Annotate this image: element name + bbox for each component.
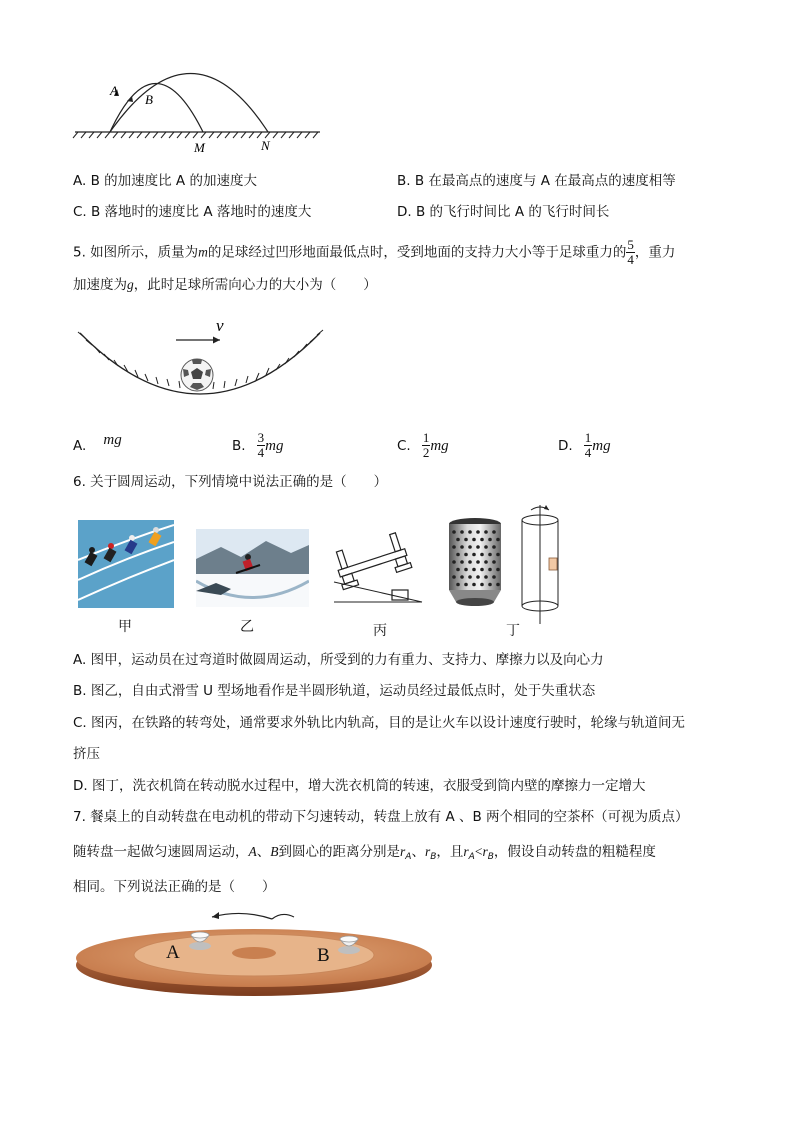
q4-option-d: D. B 的飞行时间比 A 的飞行时间长 [397,204,610,220]
turntable-label-a: A [166,942,180,963]
q5-stem-m: m [198,244,208,260]
q7-l2-pre: 随转盘一起做匀速圆周运动， [73,844,249,860]
q5-frac-den: 4 [627,252,634,267]
banked-railway-diagram [330,520,426,610]
drum-hole [488,538,492,542]
q6-option-b: B. 图乙，自由式滑雪 U 型场地看作是半圆形轨道，运动员经过最低点时，处于失重状态 [73,683,596,699]
q5-option-d [558,430,611,460]
projectile-figure [70,70,330,160]
q7-l2-mid1: 、 [256,844,271,860]
q5-stem-line1 [73,238,675,267]
drum-hole [464,553,468,557]
rotating-cylinder-diagram [515,502,565,627]
q5-stem-pre: 5. 如图所示，质量为 [73,244,199,261]
q5-opt-d-num: 1 [584,430,592,445]
q7-r2: r [424,844,431,859]
drum-hole [484,560,488,564]
drum-hole [472,568,476,572]
q5-opt-d-den: 4 [584,445,592,460]
drum-hole [496,538,500,542]
q7-line2 [73,842,656,867]
q5-option-a [73,430,122,460]
drum-hole [492,530,496,534]
q5-opt-c-den: 2 [422,445,430,460]
q7-r4: r [482,844,488,859]
q6-option-a: A. 图甲，运动员在过弯道时做圆周运动，所受到的力有重力、支持力、摩擦力以及向心力 [73,652,604,668]
caption-bing: 丙 [373,623,387,639]
q5-option-b [232,430,284,460]
q5-stem-line2 [73,275,377,295]
q7-r3: r [463,844,469,859]
drum-hole [456,568,460,572]
label-n: N [261,138,270,153]
drum-hole [496,568,500,572]
photo-freestyle-skiing [196,529,309,607]
turntable-label-b: B [317,945,330,966]
q7-sep: 、 [411,844,425,860]
q5-opt-a-value: mg [103,432,122,448]
drum-hole [496,583,500,587]
q7-l2-a: A [248,844,257,859]
drum-hole [452,560,456,564]
q7-r1: r [400,844,406,859]
drum-hole [452,530,456,534]
caption-ding: 丁 [506,623,520,639]
q5-opt-c-num: 1 [422,430,430,445]
football-icon [181,359,213,391]
q6-option-c-cont: 挤压 [73,746,100,762]
q5-opt-b-den: 4 [257,445,265,460]
drum-hole [480,583,484,587]
q4-option-b: B. B 在最高点的速度与 A 在最高点的速度相等 [397,173,676,189]
drum-hole [464,538,468,542]
drum-hole [480,538,484,542]
q5-opt-d-tail: mg [592,438,611,454]
drum-hole [460,560,464,564]
drum-hole [456,538,460,542]
q7-l2-post: ，假设自动转盘的粗糙程度 [493,844,656,860]
drum-hole [492,575,496,579]
q5-opt-c-tail: mg [430,438,449,454]
drum-hole [488,583,492,587]
q5-opt-b-num: 3 [257,430,265,445]
drum-hole [460,530,464,534]
drum-hole [468,575,472,579]
q7-and: ，且 [436,844,464,860]
q7-l2-mid2: 到圆心的距离分别是 [278,844,400,860]
photo-speed-skating [78,520,174,608]
drum-hole [476,575,480,579]
q6-option-d: D. 图丁，洗衣机筒在转动脱水过程中，增大洗衣机筒的转速，衣服受到筒内壁的摩擦力一定增大 [73,778,646,794]
q5-stem2-post: ，此时足球所需向心力的大小为（ ） [133,277,377,293]
washer-drum-icon [442,514,508,610]
drum-hole [488,553,492,557]
q5-opt-a-label: A. [73,438,87,454]
drum-hole [468,560,472,564]
q7-lt: < [474,844,483,859]
q5-opt-b-label: B. [232,438,246,454]
q4-option-a: A. B 的加速度比 A 的加速度大 [73,173,257,189]
drum-hole [484,530,488,534]
drum-hole [472,553,476,557]
q7-r2-sub: B [430,852,437,862]
drum-hole [480,568,484,572]
drum-hole [464,583,468,587]
q7-r3-sub: A [468,852,475,862]
drum-hole [464,568,468,572]
drum-hole [488,568,492,572]
drum-hole [476,545,480,549]
q5-opt-c-label: C. [397,438,411,454]
drum-hole [472,583,476,587]
drum-hole [480,553,484,557]
q7-line1: 7. 餐桌上的自动转盘在电动机的带动下匀速转动，转盘上放有 A 、B 两个相同的空茶杯（可视为质点） [73,809,689,825]
label-b: B [145,92,153,107]
drum-hole [468,530,472,534]
drum-hole [476,560,480,564]
drum-hole [452,545,456,549]
q7-line3: 相同。下列说法正确的是（ ） [73,879,276,895]
drum-hole [460,545,464,549]
q7-r4-sub: B [487,852,494,862]
q5-frac-num: 5 [627,237,634,252]
drum-hole [476,530,480,534]
q5-stem-fraction [626,238,635,267]
drum-hole [492,545,496,549]
q5-opt-b-tail: mg [265,438,284,454]
q4-option-c: C. B 落地时的速度比 A 落地时的速度大 [73,204,312,220]
drum-hole [496,553,500,557]
drum-hole [468,545,472,549]
q5-option-c [397,430,449,460]
q5-stem2-pre: 加速度为 [73,277,127,293]
drum-hole [460,575,464,579]
caption-jia: 甲 [118,619,132,635]
q6-option-c: C. 图丙，在铁路的转弯处，通常要求外轨比内轨高，目的是让火车以设计速度行驶时，轮缘与轨道间无 [73,715,686,731]
q5-stem-post: ，重力 [634,244,676,261]
q5-stem-mid: 的足球经过凹形地面最低点时，受到地面的支持力大小等于足球重力的 [207,244,627,261]
drum-hole [456,553,460,557]
q6-stem: 6. 关于圆周运动，下列情境中说法正确的是（ ） [73,474,388,490]
drum-hole [492,560,496,564]
caption-yi: 乙 [240,619,254,635]
concave-ground-figure [70,315,330,410]
drum-hole [472,538,476,542]
drum-hole [456,583,460,587]
q7-l2-b: B [270,844,279,859]
q5-opt-d-label: D. [558,438,573,454]
turntable-figure [72,905,442,1005]
velocity-label: v [216,316,224,335]
drum-hole [484,545,488,549]
q5-stem-g: g [127,277,134,292]
label-a: A [110,83,118,98]
drum-hole [452,575,456,579]
label-m: M [194,140,205,155]
drum-hole [484,575,488,579]
q7-r1-sub: A [405,852,412,862]
